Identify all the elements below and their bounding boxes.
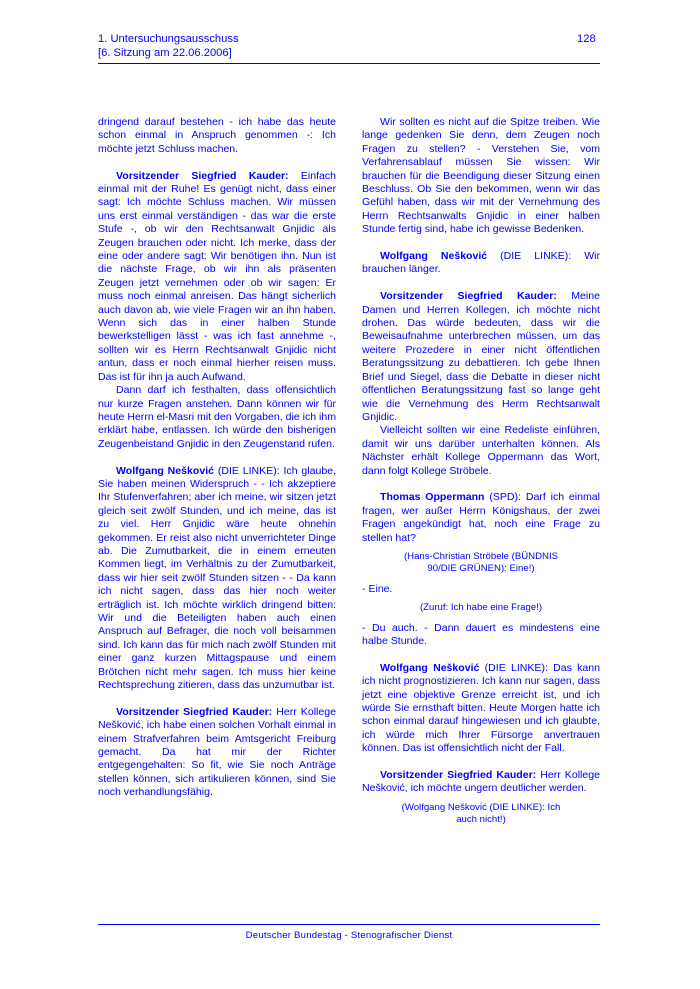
committee-title: 1. Untersuchungsausschuss: [98, 33, 239, 45]
speaker-name: Wolfgang Nešković: [380, 250, 488, 263]
speaker-name: Vorsitzender Siegfried Kauder:: [116, 705, 273, 718]
speech-text: (DIE LINKE): Das kann ich nicht prognostizieren. Ich kann nur sagen, dass jetzt eine objektive Grenze erreicht ist, und ich würde Sie ernsthaft bitten. Heute Morgen hatte ich schon einmal darauf hingewiesen und ich glaubte, ich würde mich Ihrer Fürsorge anvertrauen können. Das ist offensichtlich nicht der Fall.: [362, 661, 600, 755]
interjection: (Wolfgang Nešković (DIE LINKE): Ich auch nicht!): [401, 801, 561, 826]
paragraph: Vielleicht sollten wir eine Redeliste einführen, damit wir uns darüber unterhalten können. Als Nächster erhält Kollege Oppermann das Wort, dann folgt Kollege Ströbele.: [362, 424, 600, 477]
page-header: [98, 32, 239, 60]
speech-text: Herr Kollege Nešković, ich habe einen solchen Vorhalt einmal in einem Strafverfahren beim Amtsgericht Freiburg gemacht. Da hat mir der Richter entgegengehalten: So fit, wie Sie noch Anträge stellen können, sich artikulieren können, sind Sie noch verhandlungsfähig.: [98, 705, 336, 799]
speaker-name: Vorsitzender Siegfried Kauder:: [116, 169, 289, 182]
speech-paragraph: [98, 465, 336, 693]
speech-paragraph: [362, 290, 600, 424]
page-footer: Deutscher Bundestag - Stenografischer Dienst: [245, 930, 453, 941]
right-column: [362, 116, 600, 834]
interjection: (Hans-Christian Ströbele (BÜNDNIS 90/DIE GRÜNEN): Eine!): [403, 550, 559, 575]
left-column: [98, 116, 336, 800]
speaker-name: Thomas Oppermann: [380, 491, 485, 504]
speech-text: (DIE LINKE): Ich glaube, Sie haben meinen Widerspruch - - Ich akzeptiere Ihr Stufenverfahren; aber ich meine, wir sitzen jetzt gleich seit zwölf Stunden, und ich meine, das ist zu viel. Herr Gnjidic wäre heute ohnehin gekommen. Er reist also nicht unverrichteter Dinge ab. Die Zumutbarkeit, die in einem erneuten Kommen liegt, im Verhältnis zu der Zumutbarkeit, dass wir hier seit zwölf Stunden sitzen - - Da kann ich nicht sagen, dass das hier noch weiter erträglich ist. Ich möchte wirklich dringend bitten: Wir und die Beteiligten haben auch einen Anspruch auf Befrager, die noch voll beisammen sind. Ich kann das für mich nach zwölf Stunden mit einer ganz kurzen Mittagspause und einem Brötchen nicht mehr sagen. Ich muss hier keine Rechtsprechung zitieren, dass das unzumutbar ist.: [98, 464, 336, 692]
paragraph: dringend darauf bestehen - ich habe das heute schon einmal in Anspruch genommen -: Ich möchte jetzt Schluss machen.: [98, 116, 336, 155]
speaker-name: Vorsitzender Siegfried Kauder:: [380, 769, 537, 782]
speech-paragraph: [98, 706, 336, 800]
speech-text: Herr Kollege Nešković, ich möchte ungern deutlicher werden.: [362, 769, 600, 795]
page-number: 128: [577, 33, 596, 45]
session-info: [6. Sitzung am 22.06.2006]: [98, 47, 232, 59]
speech-paragraph: [362, 662, 600, 756]
speech-text: (SPD): Darf ich einmal fragen, wer außer Herrn Königshaus, der zwei Fragen angekündigt hat, noch eine Frage zu stellen hat?: [362, 491, 600, 544]
speech-paragraph: [98, 170, 336, 385]
header-divider: [98, 63, 600, 64]
speech-paragraph: [362, 491, 600, 545]
speech-text: Meine Damen und Herren Kollegen, ich möchte nicht drohen. Das würde bedeuten, dass wir die Beweisaufnahme unterbrechen müssen, um das weitere Prozedere in einer nicht öffentlichen Beratungssitzung zu debattieren. Ich gebe Ihnen Brief und Siegel, dass die Debatte in dieser nicht öffentlichen Beratungssitzung fast so lange geht wie die Vernehmung des Herrn Rechtsanwalt Gnjidic.: [362, 290, 600, 423]
speaker-name: Vorsitzender Siegfried Kauder:: [380, 290, 557, 303]
speaker-name: Wolfgang Nešković: [116, 464, 214, 477]
paragraph: Dann darf ich festhalten, dass offensichtlich nur kurze Fragen anstehen. Dann können wir für heute Herrn el-Masri mit den Vorgaben, die ich ihm erklärt habe, entlassen. Ich würde den bisherigen Zeugenbeistand Gnjidic in den Zeugenstand rufen.: [98, 384, 337, 450]
speech-paragraph: [362, 769, 600, 796]
footer-divider: [98, 924, 600, 925]
paragraph: - Eine.: [362, 582, 393, 595]
speaker-name: Wolfgang Nešković: [380, 661, 480, 674]
speech-text: (DIE LINKE): Wir brauchen länger.: [362, 250, 601, 276]
speech-text: Einfach einmal mit der Ruhe! Es genügt nicht, dass einer sagt: Ich möchte Schluss machen. Wir müssen uns erst einmal verständigen - das war die erste Stufe -, ob wir den Rechtsanwalt Gnjidic als Zeugen brauchen oder nicht. Ich merke, dass der eine oder andere sagt: Wir benötigen ihn. Nun ist die nächste Frage, ob wir ihn als präsenten Zeugen jetzt vernehmen oder ob wir sagen: Er muss noch einmal anreisen. Das hängt sicherlich auch davon ab, wie viele Fragen wir an ihn haben. Wenn sich das in einer halben Stunde bewerkstelligen lässt - was ich fast annehme -, sollten wir es Herrn Rechtsanwalt Gnjidic nicht antun, dass er noch einmal hierher reisen muss. Das ist für ihn ja auch Aufwand.: [98, 169, 336, 383]
interjection: (Zuruf: Ich habe eine Frage!): [419, 602, 543, 614]
speech-paragraph: [362, 250, 600, 277]
paragraph: Wir sollten es nicht auf die Spitze treiben. Wie lange gedenken Sie denn, dem Zeugen noch Fragen zu stellen? - Verstehen Sie, vom Verfahrensablauf müssen Sie wissen: Wir brauchen für die Beendigung dieser Sitzung einen Beschluss. Ob Sie den bekommen, wenn wir das Gefühl haben, dass wir mit der Vernehmung des Herrn Rechtsanwalts Gnjidic in einer halben Stunde fertig sind, habe ich gewisse Bedenken.: [362, 116, 600, 236]
paragraph: - Du auch. - Dann dauert es mindestens eine halbe Stunde.: [362, 621, 600, 647]
